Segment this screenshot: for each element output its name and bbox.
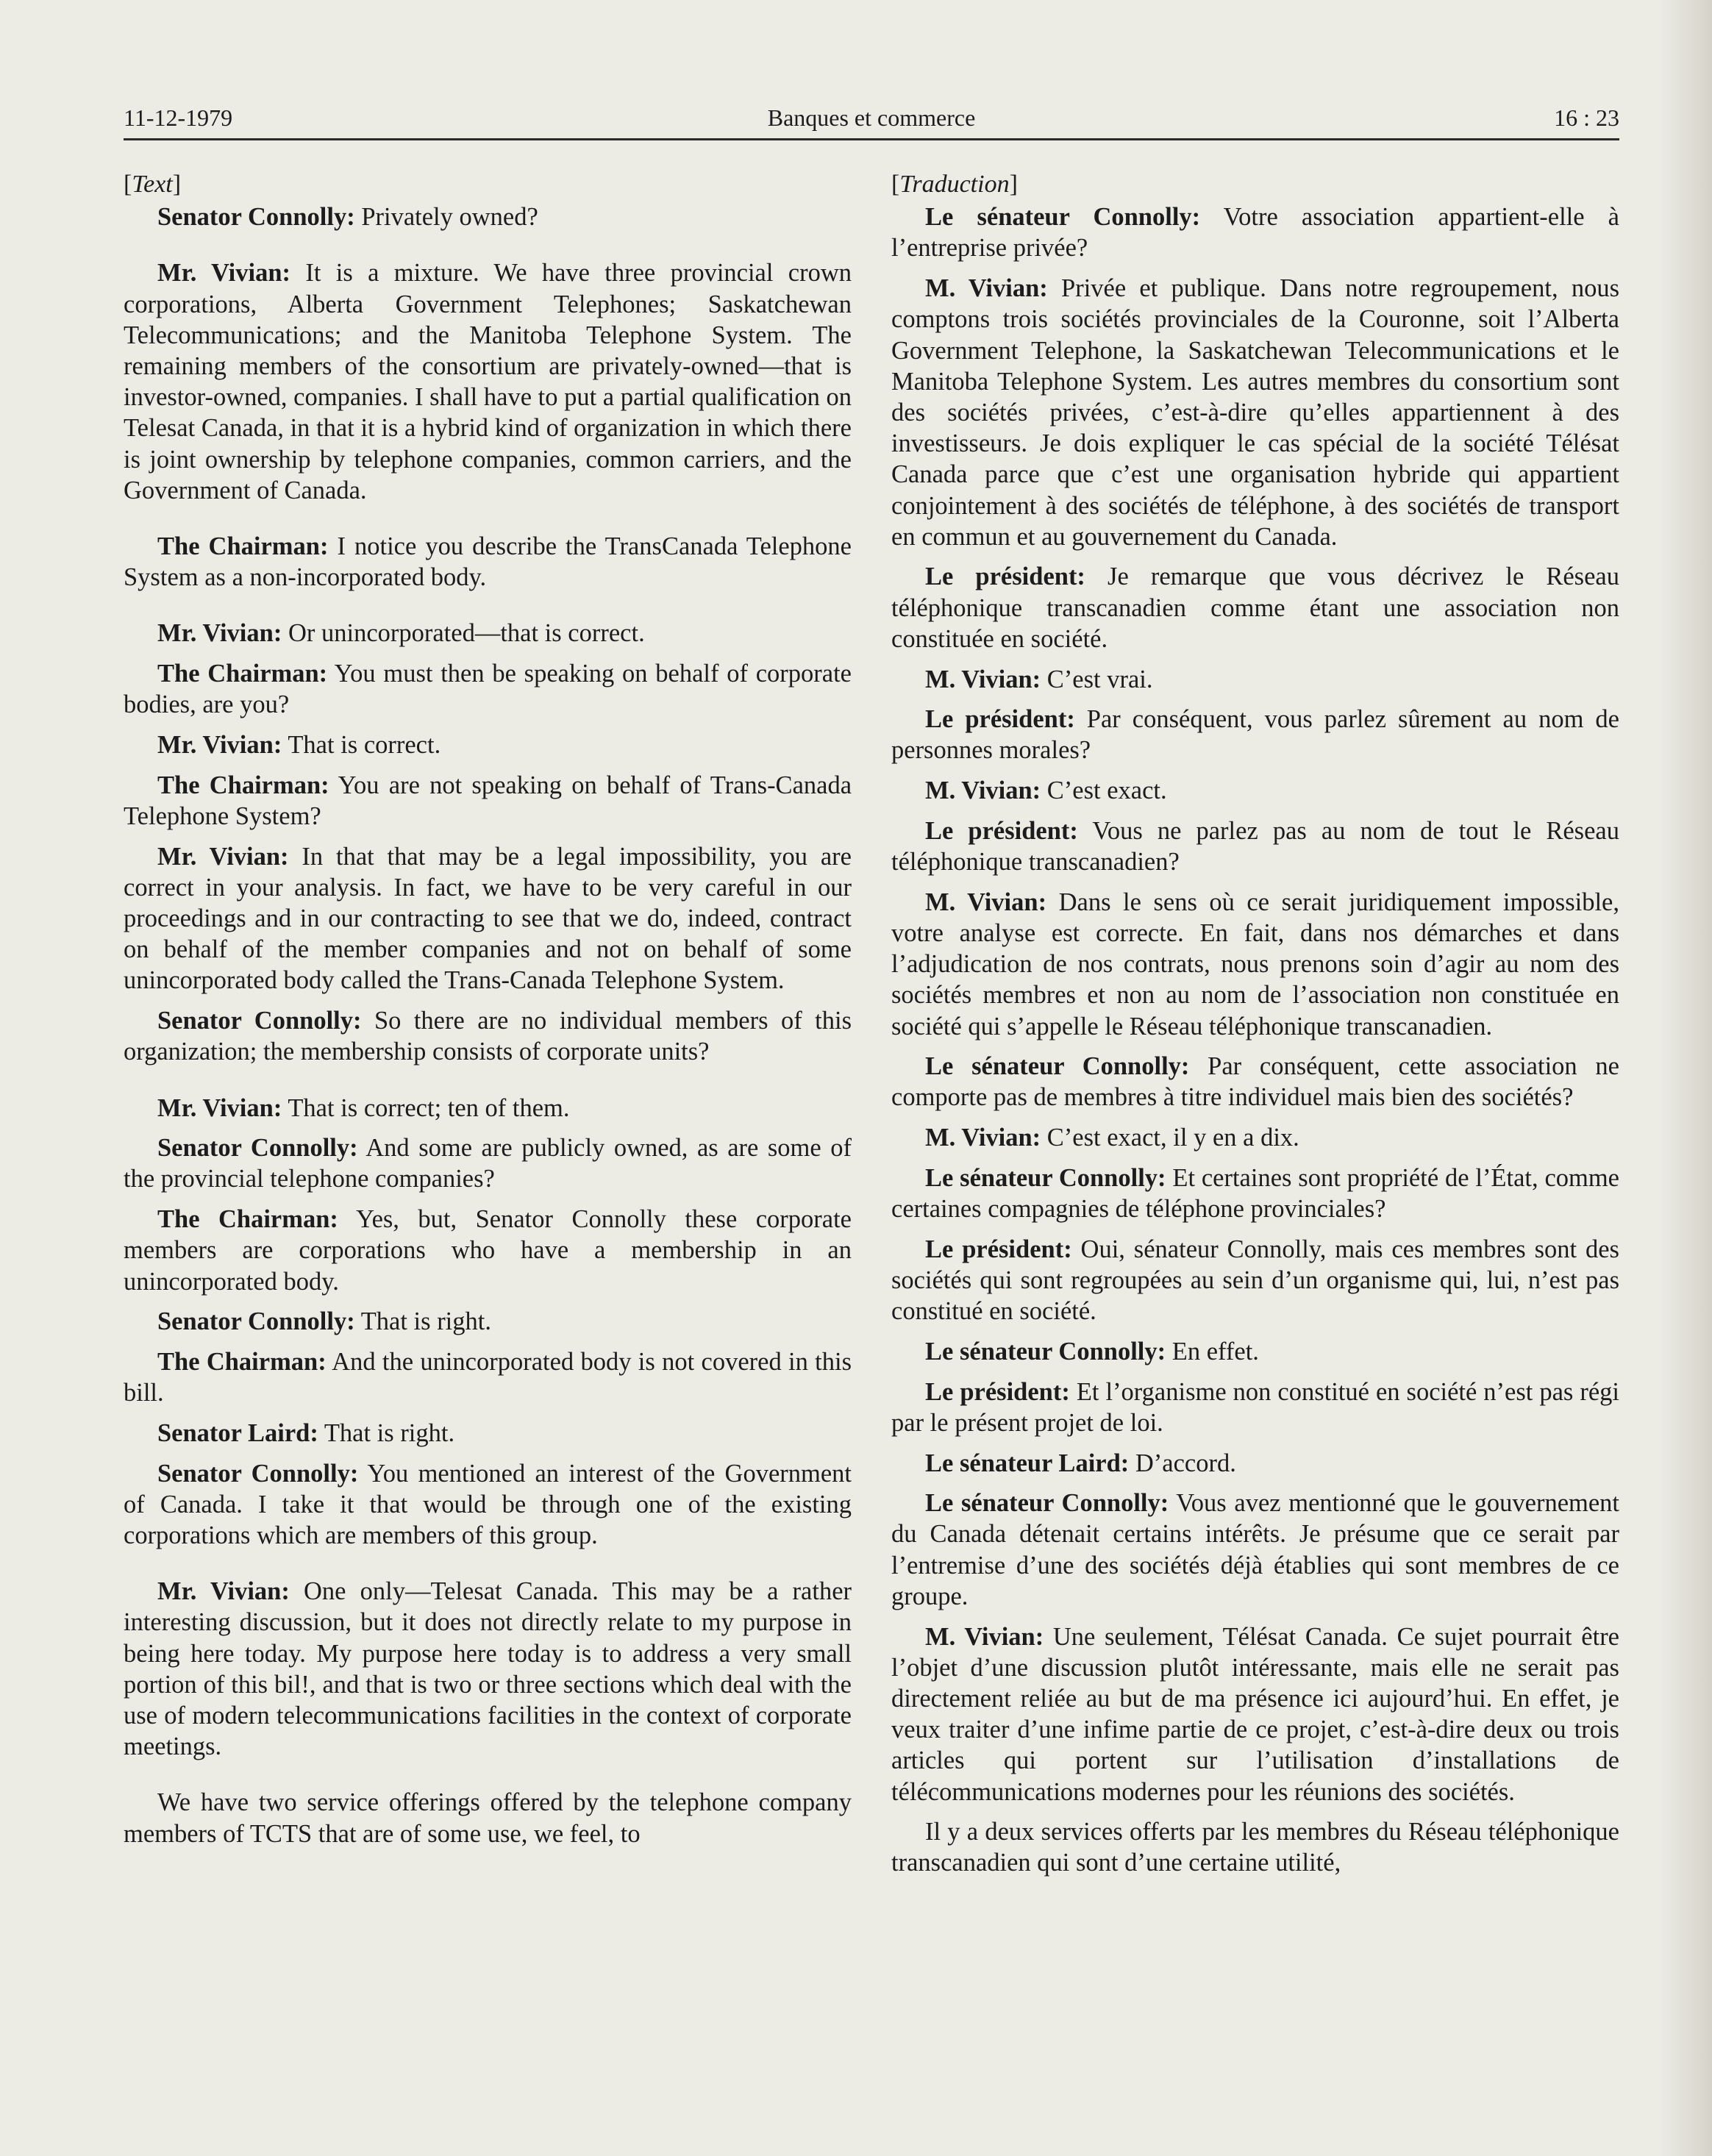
speech-text: C’est exact, il y en a dix.: [1041, 1124, 1299, 1152]
speaker-name: Le président:: [925, 816, 1078, 845]
speech-text: Par conséquent, cette association ne comporte pas de membres à titre individuel mais bien des sociétés?: [891, 1052, 1619, 1112]
language-marker: [Text]: [124, 171, 182, 198]
speaker-name: Le sénateur Connolly:: [925, 1337, 1166, 1366]
speech-text: C’est exact.: [1041, 777, 1167, 805]
transcript-paragraph: [124, 1418, 852, 1449]
transcript-paragraph: [124, 658, 852, 720]
speech-text: Privately owned?: [354, 203, 538, 232]
transcript-paragraph: [124, 1787, 852, 1849]
transcript-paragraph: [891, 1377, 1619, 1438]
speech-text: You must then be speaking on behalf of corporate bodies, are you?: [124, 660, 852, 719]
speech-text: That is right.: [318, 1418, 455, 1447]
speech-text: Dans le sens où ce serait juridiquement impossible, votre analyse est correcte. En fait, dans nos démarches et dans l’adjudication de nos contrats, nous prenons soin d’agir au nom des sociétés membres et non au nom de l’association non constituée en société qui s’appelle le Réseau téléphonique transcanadien.: [891, 888, 1619, 1040]
speaker-name: M. Vivian:: [925, 665, 1041, 693]
speech-text: It is a mixture. We have three provincial crown corporations, Alberta Government Telephones; Saskatchewan Telecommunications; and the Manitoba Telephone System. The remaining members of the consortium are privately-owned—that is investor-owned, companies. I shall have to put a partial qualification on Telesat Canada, in that it is a hybrid kind of organization in which there is joint ownership by telephone companies, common carriers, and the Government of Canada.: [124, 259, 852, 504]
header-title: Banques et commerce: [767, 104, 976, 131]
transcript-paragraph: [891, 887, 1619, 1042]
page-header: [124, 101, 1619, 140]
transcript-paragraph: [124, 618, 852, 649]
transcript-paragraph: [124, 1458, 852, 1552]
speech-text: Une seulement, Télésat Canada. Ce sujet pourrait être l’objet d’une discussion plutôt intéressante, mais elle ne serait pas directement reliée au but de ma présence ici aujourd’hui. En effet, je veux traiter d’une infime partie de ce projet, c’est-à-dire deux ou trois articles qui portent sur l’utilisation d’installations de télécommunications modernes pour les réunions des sociétés.: [891, 1622, 1619, 1806]
transcript-paragraph: [124, 201, 852, 232]
transcript-paragraph: [891, 1488, 1619, 1612]
speech-text: Privée et publique. Dans notre regroupement, nous comptons trois sociétés provinciales de la Couronne, soit l’Alberta Government Telephone, la Saskatchewan Telecommunications et le Manitoba Telephone System. Les autres membres du consortium sont des sociétés privées, c’est-à-dire qu’elles appartiennent à des investisseurs. Je dois expliquer le cas spécial de la société Télésat Canada parce que c’est une organisation hybride qui appartient conjointement à des sociétés de téléphone, à des sociétés de transport en commun et au gouvernement du Canada.: [891, 274, 1619, 551]
speech-text: Il y a deux services offerts par les membres du Réseau téléphonique transcanadien qui sont d’une certaine utilité,: [891, 1818, 1619, 1877]
english-column: [124, 169, 852, 1858]
speaker-name: Mr. Vivian:: [157, 619, 282, 648]
transcript-paragraph: [124, 531, 852, 593]
speech-text: I notice you describe the TransCanada Telephone System as a non-incorporated body.: [124, 532, 852, 592]
speech-text: You are not speaking on behalf of Trans-Canada Telephone System?: [124, 771, 852, 830]
transcript-paragraph: [891, 1051, 1619, 1113]
speaker-name: Senator Connolly:: [157, 1459, 359, 1488]
speaker-name: M. Vivian:: [925, 888, 1047, 916]
transcript-paragraph: [891, 1122, 1619, 1153]
speaker-name: Le président:: [925, 1377, 1070, 1406]
speaker-name: The Chairman:: [157, 532, 329, 561]
speaker-name: Le président:: [925, 1235, 1072, 1263]
speech-text: Je remarque que vous décrivez le Réseau téléphonique transcanadien comme étant une association non constituée en société.: [891, 563, 1619, 653]
speech-text: One only—Telesat Canada. This may be a rather interesting discussion, but it does not directly relate to my purpose in being here today. My purpose here today is to address a very small portion of this bil!, and that is two or three sections which deal with the use of modern telecommunications facilities in the context of corporate meetings.: [124, 1577, 852, 1761]
transcript-paragraph: [124, 841, 852, 996]
speaker-name: Senator Connolly:: [157, 203, 355, 232]
transcript-paragraph: [124, 1005, 852, 1067]
speaker-name: M. Vivian:: [925, 1124, 1041, 1152]
transcript-paragraph: [124, 1093, 852, 1124]
speaker-name: Senator Connolly:: [157, 1007, 362, 1035]
speech-text: That is correct.: [282, 731, 441, 760]
speech-text: In that that may be a legal impossibility, you are correct in your analysis. In fact, we have to be very careful in our proceedings and in our contracting to see that we do, indeed, contract on behalf of the member companies and not on behalf of some unincorporated body called the Trans-Canada Telephone System.: [124, 842, 852, 995]
speech-text: Or unincorporated—that is correct.: [282, 619, 645, 648]
speech-text: D’accord.: [1129, 1449, 1236, 1477]
language-marker: [Traduction]: [891, 171, 1018, 198]
speaker-name: M. Vivian:: [925, 1622, 1044, 1651]
speaker-name: The Chairman:: [157, 771, 329, 799]
speaker-name: Senator Connolly:: [157, 1134, 358, 1163]
speaker-name: Le président:: [925, 563, 1085, 591]
speaker-name: Mr. Vivian:: [157, 1577, 290, 1606]
speech-text: And the unincorporated body is not covered in this bill.: [124, 1348, 852, 1407]
speech-text: That is right.: [354, 1307, 491, 1336]
french-column: [891, 169, 1619, 1888]
speech-text: So there are no individual members of this organization; the membership consists of corporate units?: [124, 1007, 852, 1066]
speaker-name: The Chairman:: [157, 1205, 338, 1234]
speaker-name: The Chairman:: [157, 660, 328, 688]
transcript-paragraph: [891, 1336, 1619, 1367]
speaker-name: Senator Laird:: [157, 1418, 318, 1447]
english-paragraphs: [124, 201, 852, 1849]
speaker-name: Le sénateur Laird:: [925, 1449, 1130, 1477]
speech-text: Vous avez mentionné que le gouvernement du Canada détenait certains intérêts. Je présume que ce serait par l’entremise d’une des sociétés déjà établies qui sont membres de ce groupe.: [891, 1489, 1619, 1610]
speech-text: Votre association appartient-elle à l’entreprise privée?: [891, 203, 1619, 263]
speech-text: Et certaines sont propriété de l’État, comme certaines compagnies de téléphone provinciales?: [891, 1163, 1619, 1224]
transcript-paragraph: [891, 704, 1619, 765]
transcript-paragraph: [124, 1132, 852, 1194]
header-page-number: 16 : 23: [1554, 104, 1619, 131]
speaker-name: Mr. Vivian:: [157, 1093, 282, 1122]
transcript-paragraph: [124, 257, 852, 506]
speech-text: Yes, but, Senator Connolly these corporate members are corporations who have a membership in an unincorporated body.: [124, 1205, 852, 1296]
speech-text: Oui, sénateur Connolly, mais ces membres sont des sociétés qui sont regroupées au sein d’un organisme qui, lui, n’est pas constitué en société.: [891, 1235, 1619, 1326]
transcript-paragraph: [891, 1621, 1619, 1807]
speech-text: Vous ne parlez pas au nom de tout le Réseau téléphonique transcanadien?: [891, 816, 1619, 877]
speech-text: You mentioned an interest of the Government of Canada. I take it that would be through one of the existing corporations which are members of this group.: [124, 1459, 852, 1550]
transcript-paragraph: [124, 1204, 852, 1297]
page-edge-shadow: [1661, 0, 1712, 2156]
transcript-paragraph: [891, 1816, 1619, 1878]
transcript-paragraph: [891, 1448, 1619, 1479]
speaker-name: M. Vivian:: [925, 274, 1048, 303]
speaker-name: Le sénateur Connolly:: [925, 1163, 1166, 1192]
transcript-paragraph: [891, 664, 1619, 695]
transcript-paragraph: [891, 201, 1619, 263]
transcript-paragraph: [891, 561, 1619, 654]
transcript-paragraph: [891, 273, 1619, 552]
speaker-name: Senator Connolly:: [157, 1307, 355, 1336]
speech-text: And some are publicly owned, as are some of the provincial telephone companies?: [124, 1134, 852, 1193]
speaker-name: Le sénateur Connolly:: [925, 203, 1201, 232]
transcript-paragraph: [124, 770, 852, 832]
speaker-name: M. Vivian:: [925, 777, 1041, 805]
speaker-name: Le sénateur Connolly:: [925, 1052, 1190, 1081]
transcript-paragraph: [891, 1234, 1619, 1327]
speaker-name: Le président:: [925, 705, 1075, 734]
speech-text: We have two service offerings offered by the telephone company members of TCTS that are of some use, we feel, to: [124, 1788, 852, 1848]
header-date: 11-12-1979: [124, 104, 233, 131]
transcript-paragraph: [891, 1163, 1619, 1224]
speaker-name: Mr. Vivian:: [157, 731, 282, 760]
transcript-paragraph: [124, 1306, 852, 1337]
speaker-name: Mr. Vivian:: [157, 259, 291, 288]
transcript-paragraph: [891, 775, 1619, 806]
speaker-name: Mr. Vivian:: [157, 842, 289, 871]
speech-text: En effet.: [1166, 1337, 1259, 1366]
speech-text: That is correct; ten of them.: [282, 1093, 570, 1122]
speech-text: Par conséquent, vous parlez sûrement au nom de personnes morales?: [891, 705, 1619, 765]
speaker-name: The Chairman:: [157, 1348, 327, 1376]
transcript-paragraph: [124, 729, 852, 760]
speaker-name: Le sénateur Connolly:: [925, 1489, 1169, 1518]
transcript-paragraph: [124, 1576, 852, 1762]
speech-text: C’est vrai.: [1041, 665, 1153, 693]
transcript-paragraph: [124, 1346, 852, 1408]
speech-text: Et l’organisme non constitué en société n’est pas régi par le présent projet de loi.: [891, 1377, 1619, 1437]
french-paragraphs: [891, 201, 1619, 1878]
transcript-paragraph: [891, 815, 1619, 877]
